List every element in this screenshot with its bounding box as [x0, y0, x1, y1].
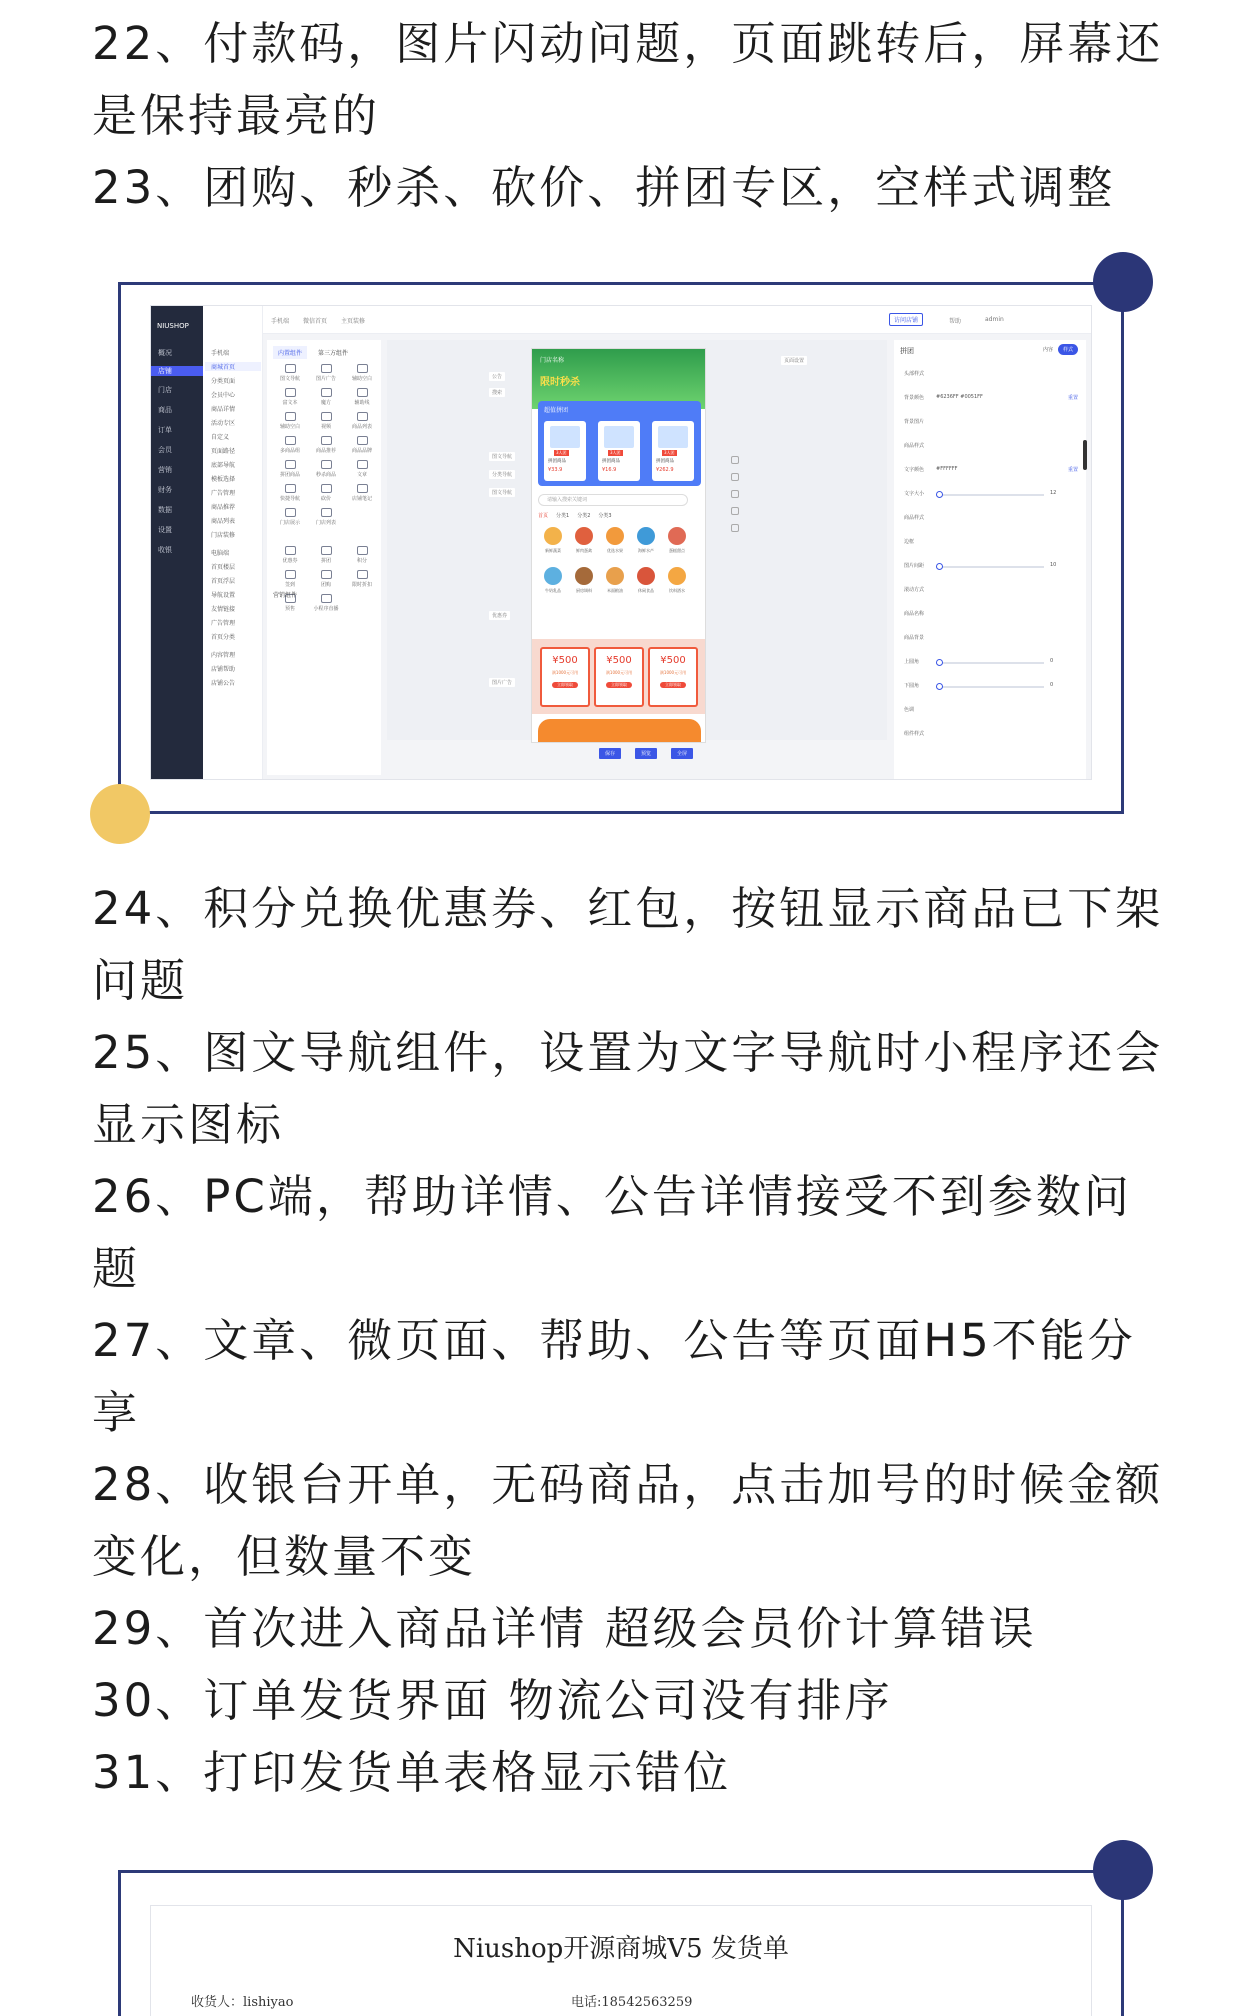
component-label: 多商品组	[279, 448, 300, 454]
component-icon	[321, 508, 332, 517]
reset-icon[interactable]	[731, 524, 739, 532]
component-item[interactable]	[311, 436, 341, 454]
component-label: 商品列表	[351, 424, 372, 430]
component-label: 门店列表	[315, 520, 336, 526]
component-item[interactable]	[347, 570, 377, 588]
line-23: 23、团购、秒杀、砍价、拼团专区，空样式调整	[92, 161, 1116, 214]
subnav-item[interactable]: 电脑端	[211, 550, 230, 557]
coupon-claim-button[interactable]: 立即领取	[606, 682, 632, 688]
component-icon	[285, 484, 296, 493]
component-label: 辅助空白	[279, 424, 300, 430]
invoice-preview	[150, 1905, 1092, 2016]
admin-topbar	[263, 306, 1091, 334]
line-28a: 28、收银台开单，无码商品，点击加号的时候金额	[92, 1458, 1164, 1511]
sidebar-item[interactable]: 营销	[158, 466, 172, 474]
panel-row-label: 商品样式	[904, 515, 925, 521]
subnav-item[interactable]: 活动专区	[211, 420, 236, 427]
component-label: 视频	[320, 424, 331, 430]
notice-slogan: 限时秒杀	[540, 377, 580, 388]
coupon-desc: 满1000元可用	[605, 670, 633, 675]
goods-price: ¥16.9	[602, 467, 617, 473]
component-label: 商品品牌	[351, 448, 372, 454]
line-29: 29、首次进入商品详情 超级会员价计算错误	[92, 1602, 1037, 1655]
component-library	[267, 340, 381, 775]
tab-category[interactable]: 分类1	[556, 513, 570, 519]
groupbuy-block	[538, 401, 701, 486]
coupon-value: ¥500	[552, 655, 578, 666]
component-icon	[357, 460, 368, 469]
coupon-desc: 满1000元可用	[659, 670, 687, 675]
user-menu[interactable]: admin	[985, 316, 1004, 323]
component-icon	[285, 436, 296, 445]
save-button[interactable]: 保存	[599, 748, 621, 759]
goods-tag: 3人团	[664, 450, 675, 455]
component-icon	[357, 570, 368, 579]
panel-row-value[interactable]: 0	[1050, 682, 1054, 688]
slider[interactable]	[936, 566, 1044, 568]
panel-row-value[interactable]: 10	[1050, 562, 1057, 568]
nav-icon[interactable]	[637, 567, 655, 585]
component-icon	[321, 546, 332, 555]
component-icon	[357, 436, 368, 445]
subnav-item[interactable]: 手机端	[211, 350, 230, 357]
component-item[interactable]	[275, 436, 305, 454]
tab-style[interactable]: 样式	[1058, 344, 1078, 355]
subnav-item[interactable]: 友情链接	[211, 606, 236, 613]
panel-title: 拼团	[900, 347, 914, 355]
goods-name: 拼团商品	[656, 459, 674, 464]
subnav-item[interactable]: 模板选择	[211, 476, 236, 483]
component-icon	[321, 484, 332, 493]
move-up-icon[interactable]	[731, 456, 739, 464]
canvas-label[interactable]: 图文导航	[489, 488, 515, 497]
subnav-item[interactable]: 导航设置	[211, 592, 236, 599]
panel-row-label: 背景图片	[904, 419, 925, 425]
goods-tag: 3人团	[610, 450, 621, 455]
slider[interactable]	[936, 662, 1044, 664]
panel-row-label: 商品名称	[904, 611, 925, 617]
panel-row-label: 色调	[904, 707, 915, 713]
sidebar-item[interactable]: 会员	[158, 446, 172, 454]
panel-row-label: 组件样式	[904, 731, 925, 737]
component-label: 图片广告	[315, 376, 336, 382]
slider-handle[interactable]	[936, 659, 943, 666]
component-icon	[285, 460, 296, 469]
decor-dot-navy-1	[1093, 252, 1153, 312]
component-icon	[357, 546, 368, 555]
nav-icon-label: 蛋糕甜点	[669, 548, 685, 553]
breadcrumb[interactable]: 主页装修	[341, 318, 366, 325]
sidebar-item[interactable]: 数据	[158, 506, 172, 514]
subnav-item[interactable]: 底部导航	[211, 462, 236, 469]
goods-image	[604, 426, 634, 448]
tab-content[interactable]: 内容	[1042, 347, 1053, 353]
component-item[interactable]	[347, 484, 377, 502]
coupon-value: ¥500	[606, 655, 632, 666]
panel-row-value[interactable]: 0	[1050, 658, 1054, 664]
phone-category-tabs	[538, 512, 620, 519]
nav-icon-label: 饮料酒水	[669, 588, 685, 593]
line-24b: 问题	[92, 954, 189, 1007]
nav-icon-label: 厨房调料	[576, 588, 592, 593]
slider-handle[interactable]	[936, 491, 943, 498]
goods-name: 拼团商品	[602, 459, 620, 464]
component-icon	[285, 388, 296, 397]
admin-logo: NIUSHOP	[157, 322, 189, 330]
sidebar-item[interactable]: 财务	[158, 486, 172, 494]
line-26a: 26、PC端，帮助详情、公告详情接受不到参数问	[92, 1170, 1132, 1223]
component-label: 图文导航	[279, 376, 300, 382]
subnav-item[interactable]: 会员中心	[211, 392, 236, 399]
canvas-label[interactable]: 公告	[489, 372, 505, 381]
sidebar-item[interactable]: 收银	[158, 546, 172, 554]
component-item[interactable]	[311, 594, 341, 612]
phone-search-input[interactable]: 请输入搜索关键词	[538, 494, 688, 506]
line-25a: 25、图文导航组件，设置为文字导航时小程序还会	[92, 1026, 1164, 1079]
nav-icon[interactable]	[637, 527, 655, 545]
line-26b: 题	[92, 1242, 141, 1295]
subnav-item[interactable]: 广告管理	[211, 620, 236, 627]
tab-thirdparty[interactable]: 第三方组件	[318, 350, 349, 357]
scrollbar[interactable]	[1083, 440, 1087, 470]
component-label: 秒杀商品	[315, 472, 336, 478]
canvas-toolbar	[731, 456, 741, 541]
breadcrumb[interactable]: 手机端	[271, 318, 290, 325]
component-item[interactable]	[275, 484, 305, 502]
component-item[interactable]	[275, 388, 305, 406]
line-27a: 27、文章、微页面、帮助、公告等页面H5不能分	[92, 1314, 1136, 1367]
sidebar-item[interactable]: 概况	[158, 349, 172, 357]
subnav-item[interactable]: 店铺公告	[211, 680, 236, 687]
sidebar-item-active[interactable]: 店铺	[151, 366, 203, 376]
component-label: 快捷导航	[279, 496, 300, 502]
panel-switch	[1038, 344, 1078, 355]
line-22b: 是保持最亮的	[92, 89, 381, 142]
component-label: 优惠券	[282, 558, 298, 564]
visit-store-button[interactable]: 访问店铺	[889, 313, 923, 326]
admin-sidebar	[151, 306, 203, 779]
component-label: 门店展示	[279, 520, 300, 526]
component-item[interactable]	[347, 364, 377, 382]
subnav-item[interactable]: 广告管理	[211, 490, 236, 497]
subnav-item[interactable]: 商品列表	[211, 518, 236, 525]
panel-row-label: 商品背景	[904, 635, 925, 641]
component-label: 小程序直播	[313, 606, 339, 612]
coupon-desc: 满1000元可用	[551, 670, 579, 675]
subnav-item[interactable]: 内容管理	[211, 652, 236, 659]
nav-icon-label: 海鲜水产	[638, 548, 654, 553]
nav-icon[interactable]	[544, 567, 562, 585]
component-icon	[321, 570, 332, 579]
nav-icon[interactable]	[544, 527, 562, 545]
coupon-claim-button[interactable]: 立即领取	[660, 682, 686, 688]
component-label: 辅助线	[354, 400, 370, 406]
fullscreen-button[interactable]: 全屏	[671, 748, 693, 759]
reset-link[interactable]: 重置	[1067, 395, 1078, 401]
nav-icon[interactable]	[606, 527, 624, 545]
promo-banner	[538, 719, 701, 743]
slider[interactable]	[936, 686, 1044, 688]
subnav-item[interactable]: 分类页面	[211, 378, 236, 385]
groupbuy-title: 超值拼团	[544, 407, 569, 414]
goods-image	[550, 426, 580, 448]
tab-builtin[interactable]: 内置组件	[273, 346, 307, 359]
reset-link[interactable]: 重置	[1067, 467, 1078, 473]
component-group-title: 营销组件	[273, 592, 298, 599]
goods-price: ¥262.9	[656, 467, 674, 473]
style-panel	[894, 340, 1086, 780]
subnav-item-active[interactable]: 商城首页	[205, 362, 261, 371]
admin-subnav	[203, 306, 263, 779]
component-item[interactable]	[275, 364, 305, 382]
subnav-item[interactable]: 自定义	[211, 434, 230, 441]
tab-home[interactable]: 首页	[538, 513, 549, 519]
component-item[interactable]	[347, 388, 377, 406]
breadcrumb[interactable]: 微信首页	[303, 318, 328, 325]
canvas-label[interactable]: 图文导航	[489, 452, 515, 461]
decor-dot-gold-1	[90, 784, 150, 844]
component-label: 预售	[284, 606, 295, 612]
nav-icon[interactable]	[668, 567, 686, 585]
component-label: 拼团	[320, 558, 331, 564]
nav-icon-label: 优选水果	[607, 548, 623, 553]
help-link[interactable]: 帮助	[949, 318, 962, 325]
canvas-label[interactable]: 页面设置	[781, 356, 807, 365]
panel-row-label: 边框	[904, 539, 915, 545]
line-31: 31、打印发货单表格显示错位	[92, 1746, 732, 1799]
sidebar-item[interactable]: 设置	[158, 526, 172, 534]
sidebar-item[interactable]: 订单	[158, 426, 172, 434]
component-item[interactable]	[311, 508, 341, 526]
component-item[interactable]	[347, 546, 377, 564]
nav-icon-label: 牛奶乳品	[545, 588, 561, 593]
line-27b: 享	[92, 1386, 141, 1439]
component-item[interactable]	[311, 484, 341, 502]
component-label: 拼团商品	[279, 472, 300, 478]
canvas-label[interactable]: 分类导航	[489, 470, 515, 479]
component-icon	[285, 364, 296, 373]
goods-card[interactable]	[598, 421, 640, 481]
invoice-title: Niushop开源商城V5 发货单	[453, 1934, 789, 1964]
component-label: 限时折扣	[351, 582, 372, 588]
goods-card[interactable]	[652, 421, 694, 481]
component-label: 富文本	[282, 400, 298, 406]
coupon-card[interactable]	[594, 647, 644, 707]
line-28b: 变化，但数量不变	[92, 1530, 477, 1583]
delete-icon[interactable]	[731, 507, 739, 515]
slider-handle[interactable]	[936, 683, 943, 690]
component-item[interactable]	[275, 508, 305, 526]
component-icon	[321, 436, 332, 445]
component-icon	[285, 570, 296, 579]
nav-icon-label: 休闲食品	[638, 588, 654, 593]
component-item[interactable]	[311, 412, 341, 430]
panel-row-value[interactable]: #FFFFFF	[936, 466, 958, 472]
tab-category[interactable]: 分类2	[577, 513, 591, 519]
phone-header	[532, 349, 705, 409]
nav-icon[interactable]	[668, 527, 686, 545]
panel-row-label: 下圆角	[904, 683, 920, 689]
subnav-item[interactable]: 页面路径	[211, 448, 236, 455]
component-icon	[321, 364, 332, 373]
panel-row-label: 文字颜色	[904, 467, 925, 473]
component-item[interactable]	[311, 546, 341, 564]
component-item[interactable]	[347, 412, 377, 430]
subnav-item[interactable]: 首页楼层	[211, 564, 236, 571]
sidebar-item[interactable]: 门店	[158, 386, 172, 394]
panel-row-label: 滚动方式	[904, 587, 925, 593]
panel-row-label: 头部样式	[904, 371, 925, 377]
goods-price: ¥33.9	[548, 467, 563, 473]
canvas-label[interactable]: 搜索	[489, 388, 505, 397]
nav-icon-label: 米面粮油	[607, 588, 623, 593]
goods-tag: 3人团	[556, 450, 567, 455]
invoice-receiver: 收货人：lishiyao	[191, 1995, 294, 2010]
nav-icon[interactable]	[575, 567, 593, 585]
component-tabs	[273, 346, 359, 359]
subnav-item[interactable]: 门店装修	[211, 532, 236, 539]
panel-row-label: 上圆角	[904, 659, 920, 665]
sidebar-item[interactable]: 商品	[158, 406, 172, 414]
subnav-item[interactable]: 店铺帮助	[211, 666, 236, 673]
nav-icon[interactable]	[606, 567, 624, 585]
goods-image	[658, 426, 688, 448]
component-icon	[321, 388, 332, 397]
component-icon	[285, 412, 296, 421]
component-item[interactable]	[347, 460, 377, 478]
component-label: 辅助空白	[351, 376, 372, 382]
component-item[interactable]	[275, 570, 305, 588]
component-label: 签到	[284, 582, 295, 588]
panel-row-label: 商品样式	[904, 443, 925, 449]
panel-row-label: 文字大小	[904, 491, 925, 497]
component-icon	[357, 364, 368, 373]
phone-preview	[531, 348, 706, 743]
subnav-item[interactable]: 首页分类	[211, 634, 236, 641]
goods-name: 拼团商品	[548, 459, 566, 464]
line-24a: 24、积分兑换优惠券、红包，按钮显示商品已下架	[92, 882, 1164, 935]
invoice-phone: 电话:18542563259	[571, 1995, 693, 2010]
admin-screenshot	[150, 305, 1092, 780]
panel-row-label: 图片间距	[904, 563, 925, 569]
component-label: 文章	[356, 472, 367, 478]
coupon-card[interactable]	[648, 647, 698, 707]
component-label: 魔方	[320, 400, 331, 406]
component-label: 团购	[320, 582, 331, 588]
canvas-label[interactable]: 优惠券	[489, 611, 510, 620]
line-25b: 显示图标	[92, 1098, 285, 1151]
nav-icon-label: 鲜肉蛋禽	[576, 548, 592, 553]
component-icon	[285, 508, 296, 517]
coupon-value: ¥500	[660, 655, 686, 666]
component-item[interactable]	[311, 460, 341, 478]
panel-row-value[interactable]: 12	[1050, 490, 1057, 496]
component-icon	[357, 412, 368, 421]
decor-dot-navy-2	[1093, 1840, 1153, 1900]
component-label: 积分	[356, 558, 367, 564]
component-item[interactable]	[275, 460, 305, 478]
line-22a: 22、付款码，图片闪动问题，页面跳转后，屏幕还	[92, 17, 1164, 70]
copy-icon[interactable]	[731, 490, 739, 498]
component-icon	[321, 412, 332, 421]
component-icon	[285, 546, 296, 555]
coupon-claim-button[interactable]: 立即领取	[552, 682, 578, 688]
subnav-item[interactable]: 商品推荐	[211, 504, 236, 511]
panel-row-label: 背景颜色	[904, 395, 925, 401]
component-item[interactable]	[347, 436, 377, 454]
component-item[interactable]	[311, 364, 341, 382]
panel-row-value[interactable]: #6236FF #0051FF	[936, 394, 983, 400]
component-item[interactable]	[275, 412, 305, 430]
nav-icon-label: 新鲜蔬菜	[545, 548, 561, 553]
canvas-label[interactable]: 图片广告	[489, 678, 515, 687]
subnav-item[interactable]: 商品详情	[211, 406, 236, 413]
component-icon	[357, 484, 368, 493]
component-icon	[357, 388, 368, 397]
nav-icon[interactable]	[575, 527, 593, 545]
component-item[interactable]	[311, 388, 341, 406]
store-name: 门店名称	[540, 357, 565, 364]
tab-category[interactable]: 分类3	[598, 513, 612, 519]
component-item[interactable]	[275, 546, 305, 564]
slider[interactable]	[936, 494, 1044, 496]
subnav-item[interactable]: 首页浮层	[211, 578, 236, 585]
coupon-card[interactable]	[540, 647, 590, 707]
line-30: 30、订单发货界面 物流公司没有排序	[92, 1674, 893, 1727]
preview-button[interactable]: 预览	[635, 748, 657, 759]
component-item[interactable]	[311, 570, 341, 588]
component-label: 商品推荐	[315, 448, 336, 454]
component-icon	[321, 460, 332, 469]
component-icon	[321, 594, 332, 603]
slider-handle[interactable]	[936, 563, 943, 570]
goods-card[interactable]	[544, 421, 586, 481]
component-label: 店铺笔记	[351, 496, 372, 502]
component-label: 砍价	[320, 496, 331, 502]
move-down-icon[interactable]	[731, 473, 739, 481]
